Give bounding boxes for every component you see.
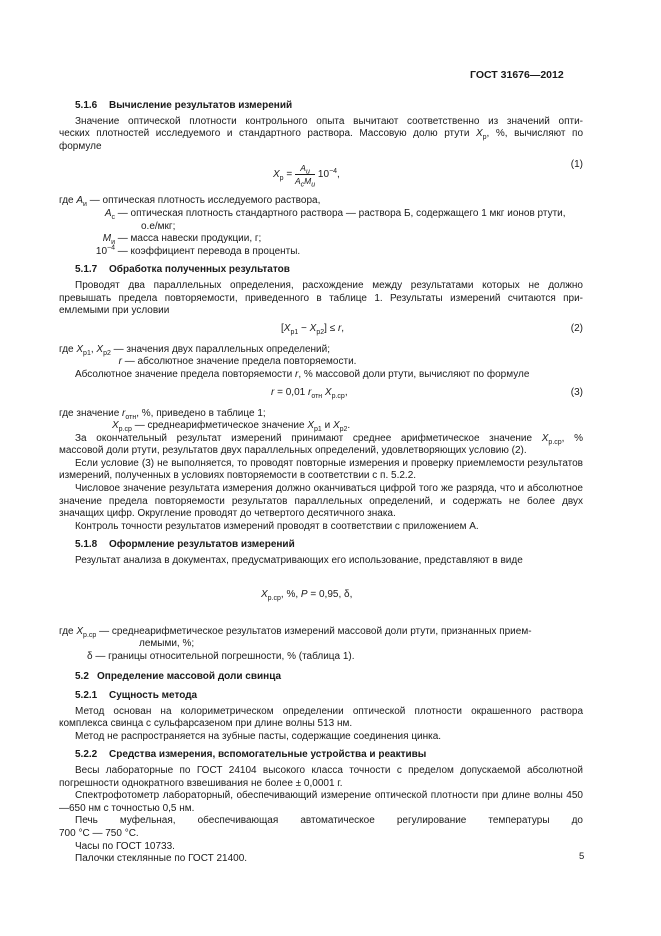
formula-3-number: (3) [570, 386, 583, 398]
page-number: 5 [579, 851, 585, 862]
paragraph: Палочки стеклянные по ГОСТ 21400. [75, 853, 248, 865]
section-5-1-8-heading: 5.1.8 Оформление результатов измерений [75, 539, 295, 551]
formula-1-fraction: $\frac{A_и}{A_сM_и}$ [294, 163, 316, 190]
formula-1-number: (1) [570, 159, 583, 171]
paragraph: Числовое значение результата измерения должно оканчиваться цифрой того же разряда, что и абсолютное значение предела повторяемости результатов параллельных определений, и содержать не более двух значащих цифр. Округление проводят до четвертого десятичного знака. [59, 483, 583, 520]
paragraph-cont: массовой доли ртути, результатов двух параллельных определений, удовлетворяющих условию (2). [59, 445, 527, 457]
result-formula: $X_{р.ср}$, %, Р = 0,95, δ, [261, 588, 353, 602]
section-5-2-heading: 5.2 Определение массовой доли свинца [75, 671, 282, 683]
paragraph: Весы лабораторные по ГОСТ 24104 высокого класса точности с пределом допускаемой абсолютной погрешности однократного взвешивания не более ± 0,0001 г. [59, 764, 583, 789]
section-5-2-1-heading: 5.2.1 Сущность метода [75, 690, 198, 701]
paragraph: За окончательный результат измерений принимают среднее арифметическое значение $X_{р.ср}$, % [75, 432, 583, 446]
paragraph: Печь муфельная, обеспечивающая автоматическое регулирование температуры до [75, 815, 583, 827]
section-5-1-7-heading: 5.1.7 Обработка полученных результатов [75, 264, 290, 276]
paragraph: Результат анализа в документах, предусматривающих его использование, представляют в виде [75, 555, 523, 567]
paragraph: Абсолютное значение предела повторяемости r, % массовой доли ртути, вычисляют по формуле [75, 368, 530, 380]
definition-Mi: $M_и$ — масса навески продукции, г; [102, 233, 262, 247]
paragraph: Контроль точности результатов измерений проводят в соответствии с приложением А. [75, 520, 479, 532]
paragraph-cont: формуле [59, 140, 102, 152]
page-content [59, 94, 583, 866]
paragraph: Спектрофотометр лабораторный, обеспечивающий измерение оптической плотности при длине волны 450—650 нм с точностью 0,5 нм. [59, 790, 583, 814]
definition-Xp-sr-2: где $X_{р.ср}$ — среднеарифметическое результатов измерений массовой доли ртути, признанных прием- [59, 625, 532, 639]
standard-header: ГОСТ 31676—2012 [470, 69, 564, 81]
paragraph: Значение оптической плотности контрольного опыта вычитают соответственно из значений опти- [75, 115, 583, 127]
formula-2: $[X_{р1} - X_{р2}] \le r$, (2) [281, 322, 583, 336]
paragraph-cont: ческих плотностей исследуемого и стандартного раствора. Массовую долю ртути $X_р$, %, вычисляют по [59, 128, 584, 142]
paragraph: Проводят два параллельных определения, расхождение между результатами которых не должно [75, 279, 583, 291]
paragraph: Если условие (3) не выполняется, то проводят повторные измерения и проверку приемлемости результатов измерений, полученных в условиях повторяемости в соответствии с п. 5.2.2. [59, 457, 583, 482]
paragraph: Метод не распространяется на зубные пасты, содержащие соединения цинка. [75, 730, 442, 742]
formula-1: $X_р$ = $\frac{A_и}{A_сM_и}$ $10^{-4}$, (1) [273, 159, 583, 190]
definition-Ac: $A_с$ — оптическая плотность стандартного раствора — раствора Б, содержащего 1 мкг ионов ртути, [104, 207, 566, 221]
formula-3: r = 0,01 $r_{отн}$ $X_{р.ср}$, (3) [271, 386, 583, 400]
definition-Ac-cont: о.е/мкг; [141, 220, 176, 232]
paragraph: Часы по ГОСТ 10733. [75, 840, 175, 852]
paragraph-cont: емлемыми при условии [59, 305, 170, 317]
definition-coefficient: $10^{-4}$ — коэффициент перевода в проценты. [95, 244, 301, 257]
definition-Xp-sr: $X_{р.ср}$ — среднеарифметическое значение $X_{р1}$ и $X_{р2}$. [112, 420, 351, 434]
definition-cont: лемыми, %; [139, 638, 195, 650]
paragraph: Метод основан на колориметрическом определении оптической плотности окрашенного раствора комплекса свинца с сульфарсазеном при длине волны 513 нм. [59, 705, 583, 730]
definition-r-otn: где значение $r_{отн}$, %, приведено в таблице 1; [59, 407, 266, 421]
paragraph-cont: 700 °С — 750 °С. [59, 827, 139, 839]
definition-delta: δ — границы относительной погрешности, % (таблица 1). [87, 650, 355, 662]
section-5-2-2-heading: 5.2.2 Средства измерения, вспомогательные устройства и реактивы [75, 749, 427, 761]
definition-r: r — абсолютное значение предела повторяемости. [118, 356, 357, 368]
formula-2-number: (2) [570, 322, 583, 334]
definition-Xp1-Xp2: где $X_{р1}$, $X_{р2}$ — значения двух параллельных определений; [59, 343, 331, 357]
section-5-1-6-heading: 5.1.6 Вычисление результатов измерений [75, 100, 293, 111]
paragraph-cont: превышать предела повторяемости, приведенного в таблице 1. Результаты измерений считаются при- [59, 292, 583, 304]
definition-Ai: где $A_и$ — оптическая плотность исследуемого раствора, [59, 195, 321, 209]
